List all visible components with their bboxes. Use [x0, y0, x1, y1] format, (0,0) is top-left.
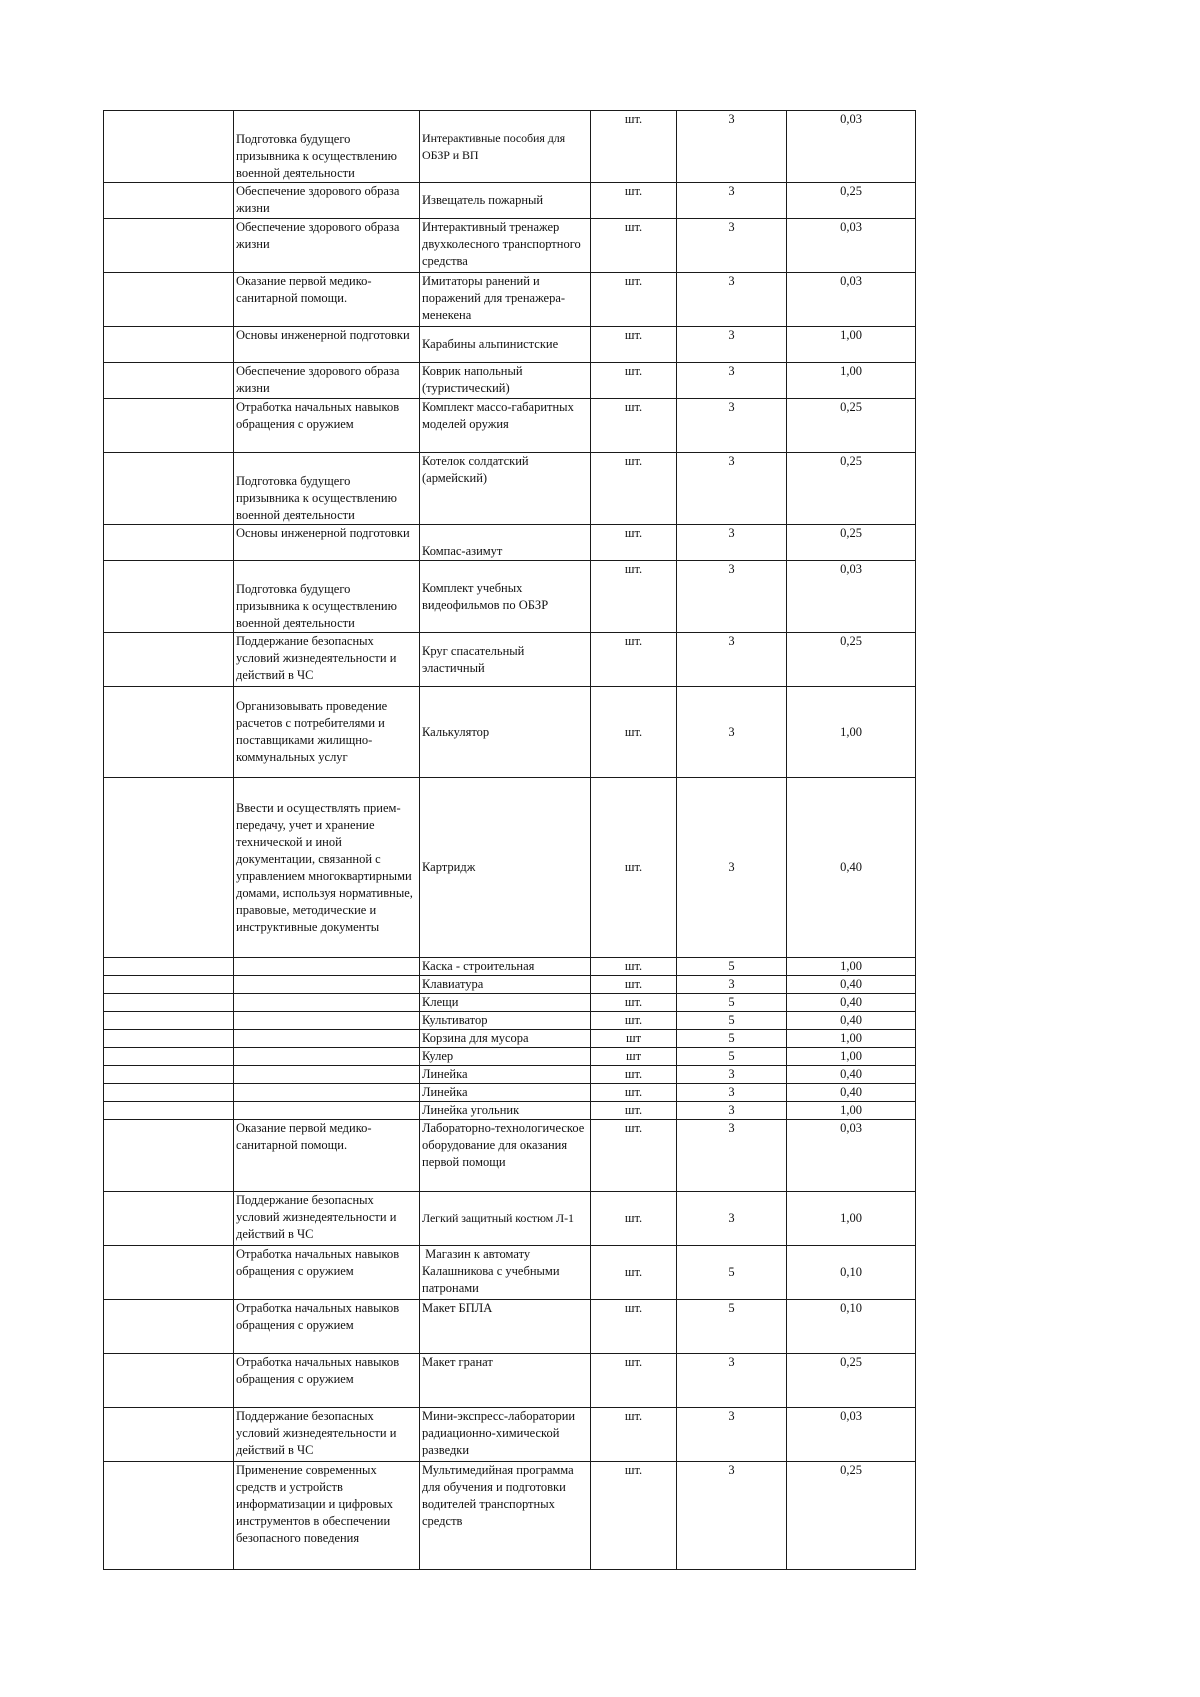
unit-cell: шт.: [591, 1300, 677, 1354]
item-cell: Линейка: [420, 1066, 591, 1084]
norm-cell: 0,40: [787, 778, 916, 958]
table-row: [104, 1102, 916, 1120]
table-row: [104, 1066, 916, 1084]
table-row: [104, 327, 916, 363]
blank-cell: [104, 363, 234, 399]
qty-cell: 3: [677, 453, 787, 525]
norm-cell: 0,25: [787, 525, 916, 561]
qty-cell: 3: [677, 219, 787, 273]
qty-cell: 3: [677, 1192, 787, 1246]
table-row: [104, 778, 916, 958]
norm-cell: 0,25: [787, 633, 916, 687]
unit-cell: шт.: [591, 561, 677, 633]
norm-cell: 0,25: [787, 399, 916, 453]
item-cell: Коврик напольный (туристический): [420, 363, 591, 399]
item-cell: Комплект массо-габаритных моделей оружия: [420, 399, 591, 453]
unit-cell: шт.: [591, 778, 677, 958]
topic-cell: [234, 1084, 420, 1102]
table-row: [104, 994, 916, 1012]
blank-cell: [104, 994, 234, 1012]
unit-cell: шт.: [591, 525, 677, 561]
item-cell: Карабины альпинистские: [420, 327, 591, 363]
topic-cell: Отработка начальных навыков обращения с оружием: [234, 1246, 420, 1300]
norm-cell: 0,25: [787, 1354, 916, 1408]
table-row: [104, 687, 916, 778]
qty-cell: 3: [677, 273, 787, 327]
item-cell: Макет гранат: [420, 1354, 591, 1408]
table-row: [104, 976, 916, 994]
table-row: [104, 1462, 916, 1570]
unit-cell: шт.: [591, 1354, 677, 1408]
topic-cell: Поддержание безопасных условий жизнедеятельности и действий в ЧС: [234, 633, 420, 687]
unit-cell: шт.: [591, 453, 677, 525]
norm-cell: 0,25: [787, 453, 916, 525]
topic-cell: [234, 1066, 420, 1084]
topic-cell: Подготовка будущего призывника к осуществлению военной деятельности: [234, 111, 420, 183]
topic-cell: Ввести и осуществлять прием-передачу, учет и хранение технической и иной документации, связанной с управлением многоквартирными домами, используя нормативные, правовые, методические и инструктивные документы: [234, 778, 420, 958]
unit-cell: шт.: [591, 399, 677, 453]
table-row: [104, 1048, 916, 1066]
blank-cell: [104, 1030, 234, 1048]
norm-cell: 1,00: [787, 1030, 916, 1048]
norm-cell: 1,00: [787, 1048, 916, 1066]
item-cell: Котелок солдатский (армейский): [420, 453, 591, 525]
blank-cell: [104, 976, 234, 994]
topic-cell: [234, 1030, 420, 1048]
topic-cell: [234, 1102, 420, 1120]
qty-cell: 3: [677, 976, 787, 994]
unit-cell: шт.: [591, 633, 677, 687]
blank-cell: [104, 219, 234, 273]
qty-cell: 3: [677, 561, 787, 633]
blank-cell: [104, 1084, 234, 1102]
unit-cell: шт.: [591, 1102, 677, 1120]
topic-cell: Применение современных средств и устройств информатизации и цифровых инструментов в обеспечении безопасного поведения: [234, 1462, 420, 1570]
qty-cell: 3: [677, 1120, 787, 1192]
norm-cell: 0,03: [787, 273, 916, 327]
qty-cell: 5: [677, 1300, 787, 1354]
table-row: [104, 561, 916, 633]
qty-cell: 3: [677, 399, 787, 453]
norm-cell: 0,03: [787, 561, 916, 633]
topic-cell: Отработка начальных навыков обращения с оружием: [234, 1300, 420, 1354]
topic-cell: [234, 1048, 420, 1066]
item-cell: Магазин к автомату Калашникова с учебными патронами: [420, 1246, 591, 1300]
qty-cell: 3: [677, 1066, 787, 1084]
table-row: [104, 273, 916, 327]
qty-cell: 5: [677, 1246, 787, 1300]
item-cell: Мини-экспресс-лаборатории радиационно-химической разведки: [420, 1408, 591, 1462]
unit-cell: шт.: [591, 273, 677, 327]
topic-cell: Поддержание безопасных условий жизнедеятельности и действий в ЧС: [234, 1408, 420, 1462]
norm-cell: 1,00: [787, 687, 916, 778]
item-cell: Корзина для мусора: [420, 1030, 591, 1048]
table-row: [104, 183, 916, 219]
topic-cell: [234, 1012, 420, 1030]
qty-cell: 5: [677, 1048, 787, 1066]
topic-cell: Отработка начальных навыков обращения с оружием: [234, 399, 420, 453]
topic-cell: Подготовка будущего призывника к осуществлению военной деятельности: [234, 561, 420, 633]
item-cell: Каска - строительная: [420, 958, 591, 976]
unit-cell: шт.: [591, 1120, 677, 1192]
unit-cell: шт.: [591, 1084, 677, 1102]
qty-cell: 3: [677, 1462, 787, 1570]
topic-cell: Основы инженерной подготовки: [234, 525, 420, 561]
table-row: [104, 1300, 916, 1354]
item-cell: Линейка: [420, 1084, 591, 1102]
item-cell: Извещатель пожарный: [420, 183, 591, 219]
table-row: [104, 1354, 916, 1408]
blank-cell: [104, 1300, 234, 1354]
qty-cell: 5: [677, 958, 787, 976]
unit-cell: шт.: [591, 111, 677, 183]
topic-cell: Основы инженерной подготовки: [234, 327, 420, 363]
topic-cell: [234, 976, 420, 994]
unit-cell: шт.: [591, 1246, 677, 1300]
item-cell: Макет БПЛА: [420, 1300, 591, 1354]
table-row: [104, 1084, 916, 1102]
qty-cell: 3: [677, 1102, 787, 1120]
qty-cell: 3: [677, 1354, 787, 1408]
blank-cell: [104, 453, 234, 525]
unit-cell: шт.: [591, 1462, 677, 1570]
table-row: [104, 1408, 916, 1462]
blank-cell: [104, 561, 234, 633]
norm-cell: 1,00: [787, 958, 916, 976]
blank-cell: [104, 958, 234, 976]
topic-cell: Оказание первой медико-санитарной помощи.: [234, 273, 420, 327]
norm-cell: 0,03: [787, 219, 916, 273]
topic-cell: Обеспечение здорового образа жизни: [234, 183, 420, 219]
qty-cell: 3: [677, 687, 787, 778]
table-row: [104, 958, 916, 976]
norm-cell: 0,40: [787, 1084, 916, 1102]
norm-cell: 0,03: [787, 111, 916, 183]
qty-cell: 5: [677, 994, 787, 1012]
norm-cell: 0,10: [787, 1246, 916, 1300]
item-cell: Интерактивные пособия для ОБЗР и ВП: [420, 111, 591, 183]
blank-cell: [104, 1066, 234, 1084]
unit-cell: шт.: [591, 976, 677, 994]
norm-cell: 0,03: [787, 1408, 916, 1462]
blank-cell: [104, 1246, 234, 1300]
item-cell: Клещи: [420, 994, 591, 1012]
norm-cell: 0,40: [787, 1012, 916, 1030]
table-row: [104, 1030, 916, 1048]
topic-cell: Поддержание безопасных условий жизнедеятельности и действий в ЧС: [234, 1192, 420, 1246]
qty-cell: 3: [677, 525, 787, 561]
table-row: [104, 633, 916, 687]
norm-cell: 0,25: [787, 1462, 916, 1570]
unit-cell: шт: [591, 1048, 677, 1066]
blank-cell: [104, 778, 234, 958]
qty-cell: 3: [677, 633, 787, 687]
qty-cell: 5: [677, 1030, 787, 1048]
equipment-table: [103, 110, 916, 1570]
unit-cell: шт.: [591, 687, 677, 778]
qty-cell: 5: [677, 1012, 787, 1030]
topic-cell: Подготовка будущего призывника к осуществлению военной деятельности: [234, 453, 420, 525]
norm-cell: 0,10: [787, 1300, 916, 1354]
norm-cell: 0,25: [787, 183, 916, 219]
topic-cell: Оказание первой медико-санитарной помощи.: [234, 1120, 420, 1192]
blank-cell: [104, 1048, 234, 1066]
unit-cell: шт.: [591, 1066, 677, 1084]
blank-cell: [104, 525, 234, 561]
table-row: [104, 453, 916, 525]
qty-cell: 3: [677, 363, 787, 399]
topic-cell: [234, 994, 420, 1012]
blank-cell: [104, 1462, 234, 1570]
blank-cell: [104, 687, 234, 778]
qty-cell: 3: [677, 111, 787, 183]
table-row: [104, 111, 916, 183]
item-cell: Картридж: [420, 778, 591, 958]
unit-cell: шт.: [591, 1012, 677, 1030]
table-row: [104, 1012, 916, 1030]
item-cell: Мультимедийная программа для обучения и подготовки водителей транспортных средств: [420, 1462, 591, 1570]
unit-cell: шт: [591, 1030, 677, 1048]
topic-cell: Отработка начальных навыков обращения с оружием: [234, 1354, 420, 1408]
qty-cell: 3: [677, 327, 787, 363]
blank-cell: [104, 273, 234, 327]
table-row: [104, 1120, 916, 1192]
norm-cell: 0,03: [787, 1120, 916, 1192]
blank-cell: [104, 1192, 234, 1246]
blank-cell: [104, 1408, 234, 1462]
item-cell: Компас-азимут: [420, 525, 591, 561]
blank-cell: [104, 1354, 234, 1408]
qty-cell: 3: [677, 183, 787, 219]
qty-cell: 3: [677, 1408, 787, 1462]
norm-cell: 0,40: [787, 976, 916, 994]
item-cell: Имитаторы ранений и поражений для тренажера-менекена: [420, 273, 591, 327]
qty-cell: 3: [677, 1084, 787, 1102]
item-cell: Клавиатура: [420, 976, 591, 994]
unit-cell: шт.: [591, 994, 677, 1012]
table-row: [104, 1246, 916, 1300]
topic-cell: Обеспечение здорового образа жизни: [234, 363, 420, 399]
unit-cell: шт.: [591, 1192, 677, 1246]
item-cell: Интерактивный тренажер двухколесного транспортного средства: [420, 219, 591, 273]
norm-cell: 0,40: [787, 1066, 916, 1084]
blank-cell: [104, 399, 234, 453]
table-row: [104, 525, 916, 561]
unit-cell: шт.: [591, 1408, 677, 1462]
unit-cell: шт.: [591, 327, 677, 363]
item-cell: Легкий защитный костюм Л-1: [420, 1192, 591, 1246]
topic-cell: [234, 958, 420, 976]
item-cell: Круг спасательный эластичный: [420, 633, 591, 687]
table-row: [104, 399, 916, 453]
blank-cell: [104, 111, 234, 183]
table-row: [104, 1192, 916, 1246]
item-cell: Комплект учебных видеофильмов по ОБЗР: [420, 561, 591, 633]
blank-cell: [104, 633, 234, 687]
item-cell: Лабораторно-технологическое оборудование для оказания первой помощи: [420, 1120, 591, 1192]
item-cell: Кулер: [420, 1048, 591, 1066]
item-cell: Калькулятор: [420, 687, 591, 778]
unit-cell: шт.: [591, 958, 677, 976]
norm-cell: 1,00: [787, 1192, 916, 1246]
unit-cell: шт.: [591, 183, 677, 219]
norm-cell: 1,00: [787, 1102, 916, 1120]
item-cell: Линейка угольник: [420, 1102, 591, 1120]
blank-cell: [104, 183, 234, 219]
blank-cell: [104, 1120, 234, 1192]
qty-cell: 3: [677, 778, 787, 958]
blank-cell: [104, 1012, 234, 1030]
unit-cell: шт.: [591, 219, 677, 273]
topic-cell: Обеспечение здорового образа жизни: [234, 219, 420, 273]
norm-cell: 0,40: [787, 994, 916, 1012]
blank-cell: [104, 1102, 234, 1120]
blank-cell: [104, 327, 234, 363]
norm-cell: 1,00: [787, 327, 916, 363]
topic-cell: Организовывать проведение расчетов с потребителями и поставщиками жилищно-коммунальных услуг: [234, 687, 420, 778]
norm-cell: 1,00: [787, 363, 916, 399]
table-row: [104, 219, 916, 273]
table-row: [104, 363, 916, 399]
item-cell: Культиватор: [420, 1012, 591, 1030]
unit-cell: шт.: [591, 363, 677, 399]
